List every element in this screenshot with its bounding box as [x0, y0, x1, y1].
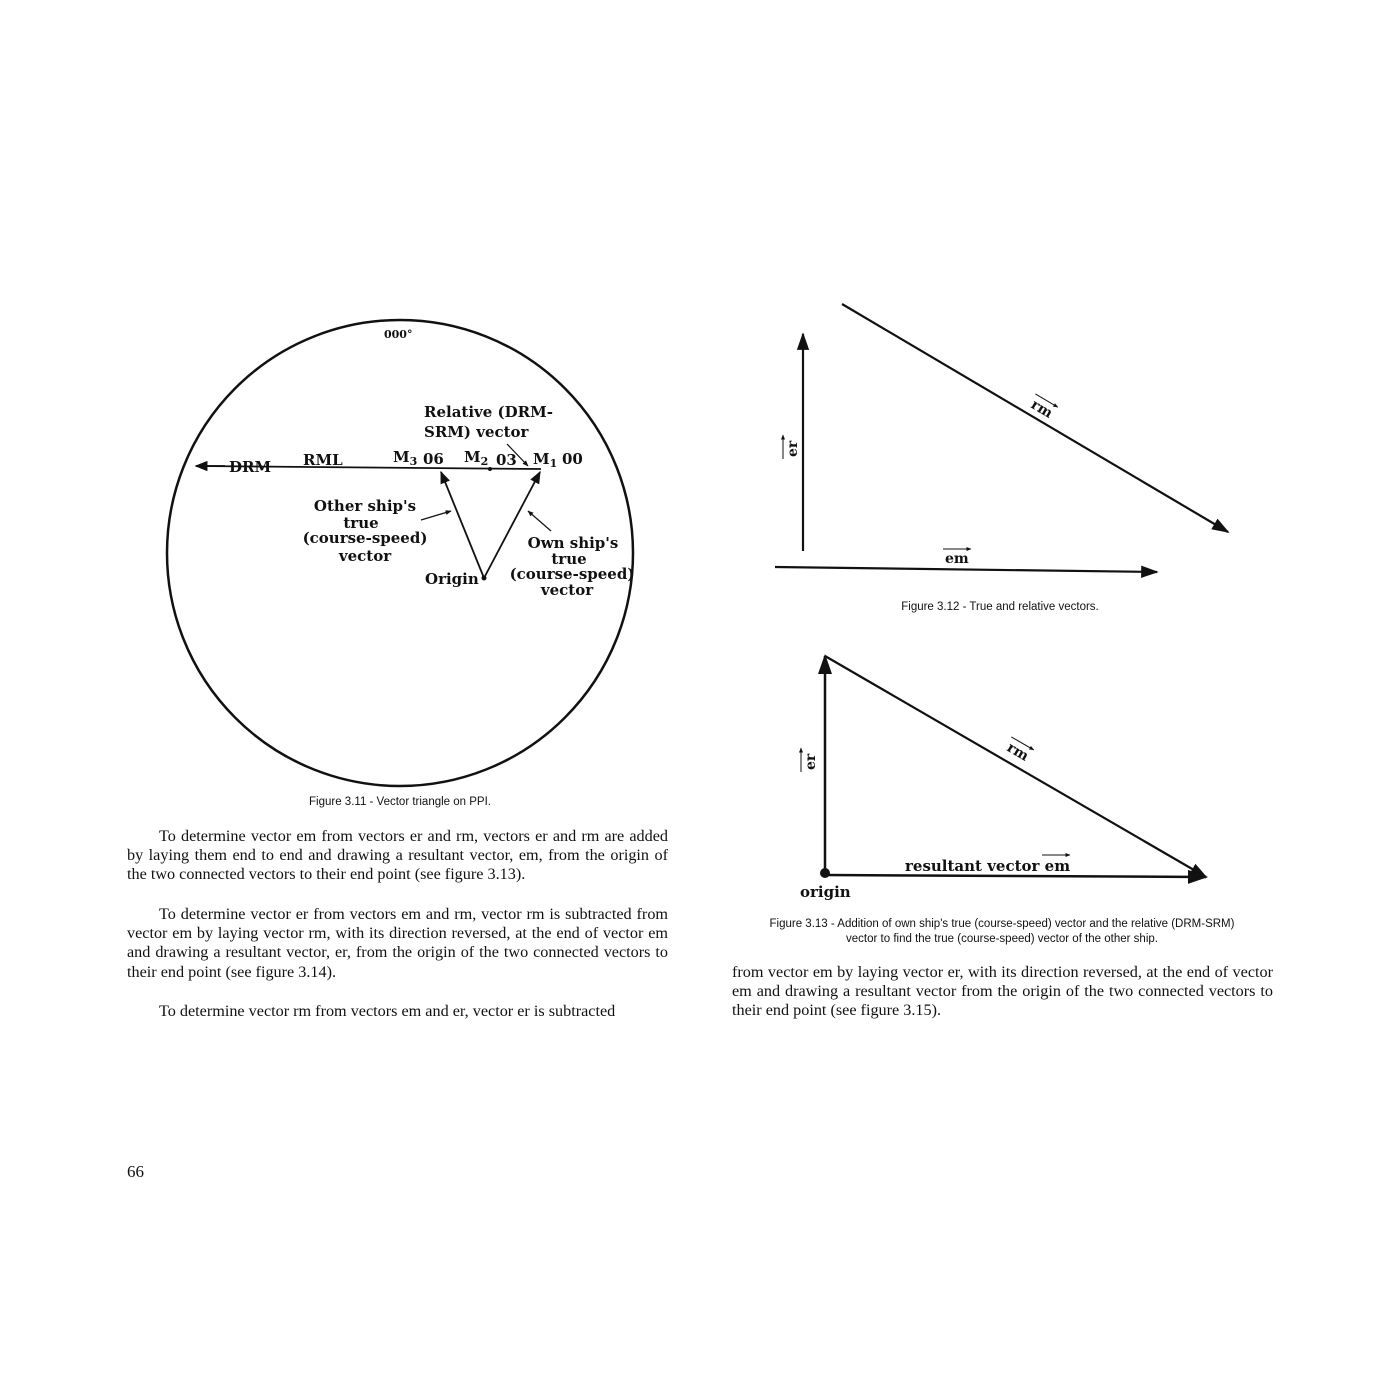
- rm-label: [1026, 394, 1058, 423]
- m1-label: $M_1$: [533, 450, 558, 470]
- other-ship-label-line3: (course-speed): [302, 529, 428, 547]
- figure-3-13: [800, 656, 1206, 901]
- origin-label: origin: [800, 883, 851, 901]
- er-label: [783, 435, 801, 459]
- own-ship-label-line1: Own ship's: [527, 534, 619, 552]
- paragraph-4: from vector em by laying vector er, with its direction reversed, at the end of vector em and drawing a resultant vector from the origin of the two connected vectors to their end point (see figure 3.15).: [732, 963, 1273, 1020]
- figure-3-13-caption: [712, 917, 1292, 947]
- resultant-vector: [825, 875, 1206, 877]
- other-ship-vector: [441, 472, 484, 578]
- own-ship-label-line3: (course-speed): [509, 565, 635, 583]
- origin-point: [482, 576, 487, 581]
- rm-vector: [825, 656, 1206, 877]
- m2-point: [488, 467, 492, 471]
- figure-3-12: [775, 304, 1228, 572]
- origin-label: Origin: [425, 570, 479, 588]
- m2-label: $M_2$: [464, 448, 489, 468]
- svg-text:em: em: [945, 551, 969, 567]
- own-ship-label-line4: vector: [540, 581, 594, 599]
- other-ship-pointer: [421, 511, 451, 520]
- own-ship-pointer: [528, 511, 551, 531]
- m3-label: $M_3$: [393, 448, 418, 468]
- paragraph-3: To determine vector rm from vectors em and er, vector er is subtracted: [159, 1002, 616, 1020]
- paragraph-1: To determine vector em from vectors er and rm, vectors er and rm are added by laying them end to end and drawing a resultant vector, em, from the origin of the two connected vectors to their end point (see figure 3.13).: [127, 827, 668, 884]
- page-number: 66: [127, 1162, 144, 1181]
- figure-3-12-caption: Figure 3.12 - True and relative vectors.: [901, 601, 1099, 613]
- svg-text:resultant vector em: resultant vector em: [905, 857, 1071, 875]
- origin-point: [820, 868, 830, 878]
- resultant-label: [905, 855, 1070, 875]
- figure-3-13-caption-line2: vector to find the true (course-speed) vector of the other ship.: [846, 933, 1158, 945]
- own-ship-vector: [484, 472, 540, 578]
- rml-label: RML: [303, 451, 343, 469]
- figure-3-11-caption: Figure 3.11 - Vector triangle on PPI.: [309, 796, 491, 808]
- em-label: [943, 549, 971, 567]
- em-vector: [775, 567, 1157, 572]
- other-ship-label-line2: true: [343, 514, 379, 532]
- heading-label: 000°: [384, 328, 413, 341]
- m2-time: 03: [496, 451, 517, 469]
- svg-text:er: er: [803, 753, 819, 770]
- m3-time: 06: [423, 450, 444, 468]
- drm-label: DRM: [229, 458, 272, 476]
- rm-vector: [842, 304, 1228, 532]
- figure-3-11: [167, 320, 634, 786]
- m1-time: 00: [562, 450, 583, 468]
- figure-3-13-caption-line1: Figure 3.13 - Addition of own ship's true (course-speed) vector and the relative (DRM-SRM): [769, 918, 1235, 930]
- er-label: [801, 748, 819, 772]
- svg-text:rm: rm: [1003, 739, 1032, 765]
- relative-vector-label-line1: Relative (DRM-: [424, 403, 553, 421]
- relative-vector-label-line2: SRM) vector: [424, 423, 529, 441]
- paragraph-2: To determine vector er from vectors em and rm, vector rm is subtracted from vector em by laying vector rm, with its direction reversed, at the end of vector em and drawing a resultant vector, er, from the origin of the two connected vectors to their end point (see figure 3.14).: [127, 905, 668, 981]
- other-ship-label-line4: vector: [338, 547, 392, 565]
- svg-text:rm: rm: [1027, 396, 1056, 422]
- svg-text:er: er: [785, 440, 801, 457]
- own-ship-label-line2: true: [551, 550, 587, 568]
- other-ship-label-line1: Other ship's: [313, 497, 417, 515]
